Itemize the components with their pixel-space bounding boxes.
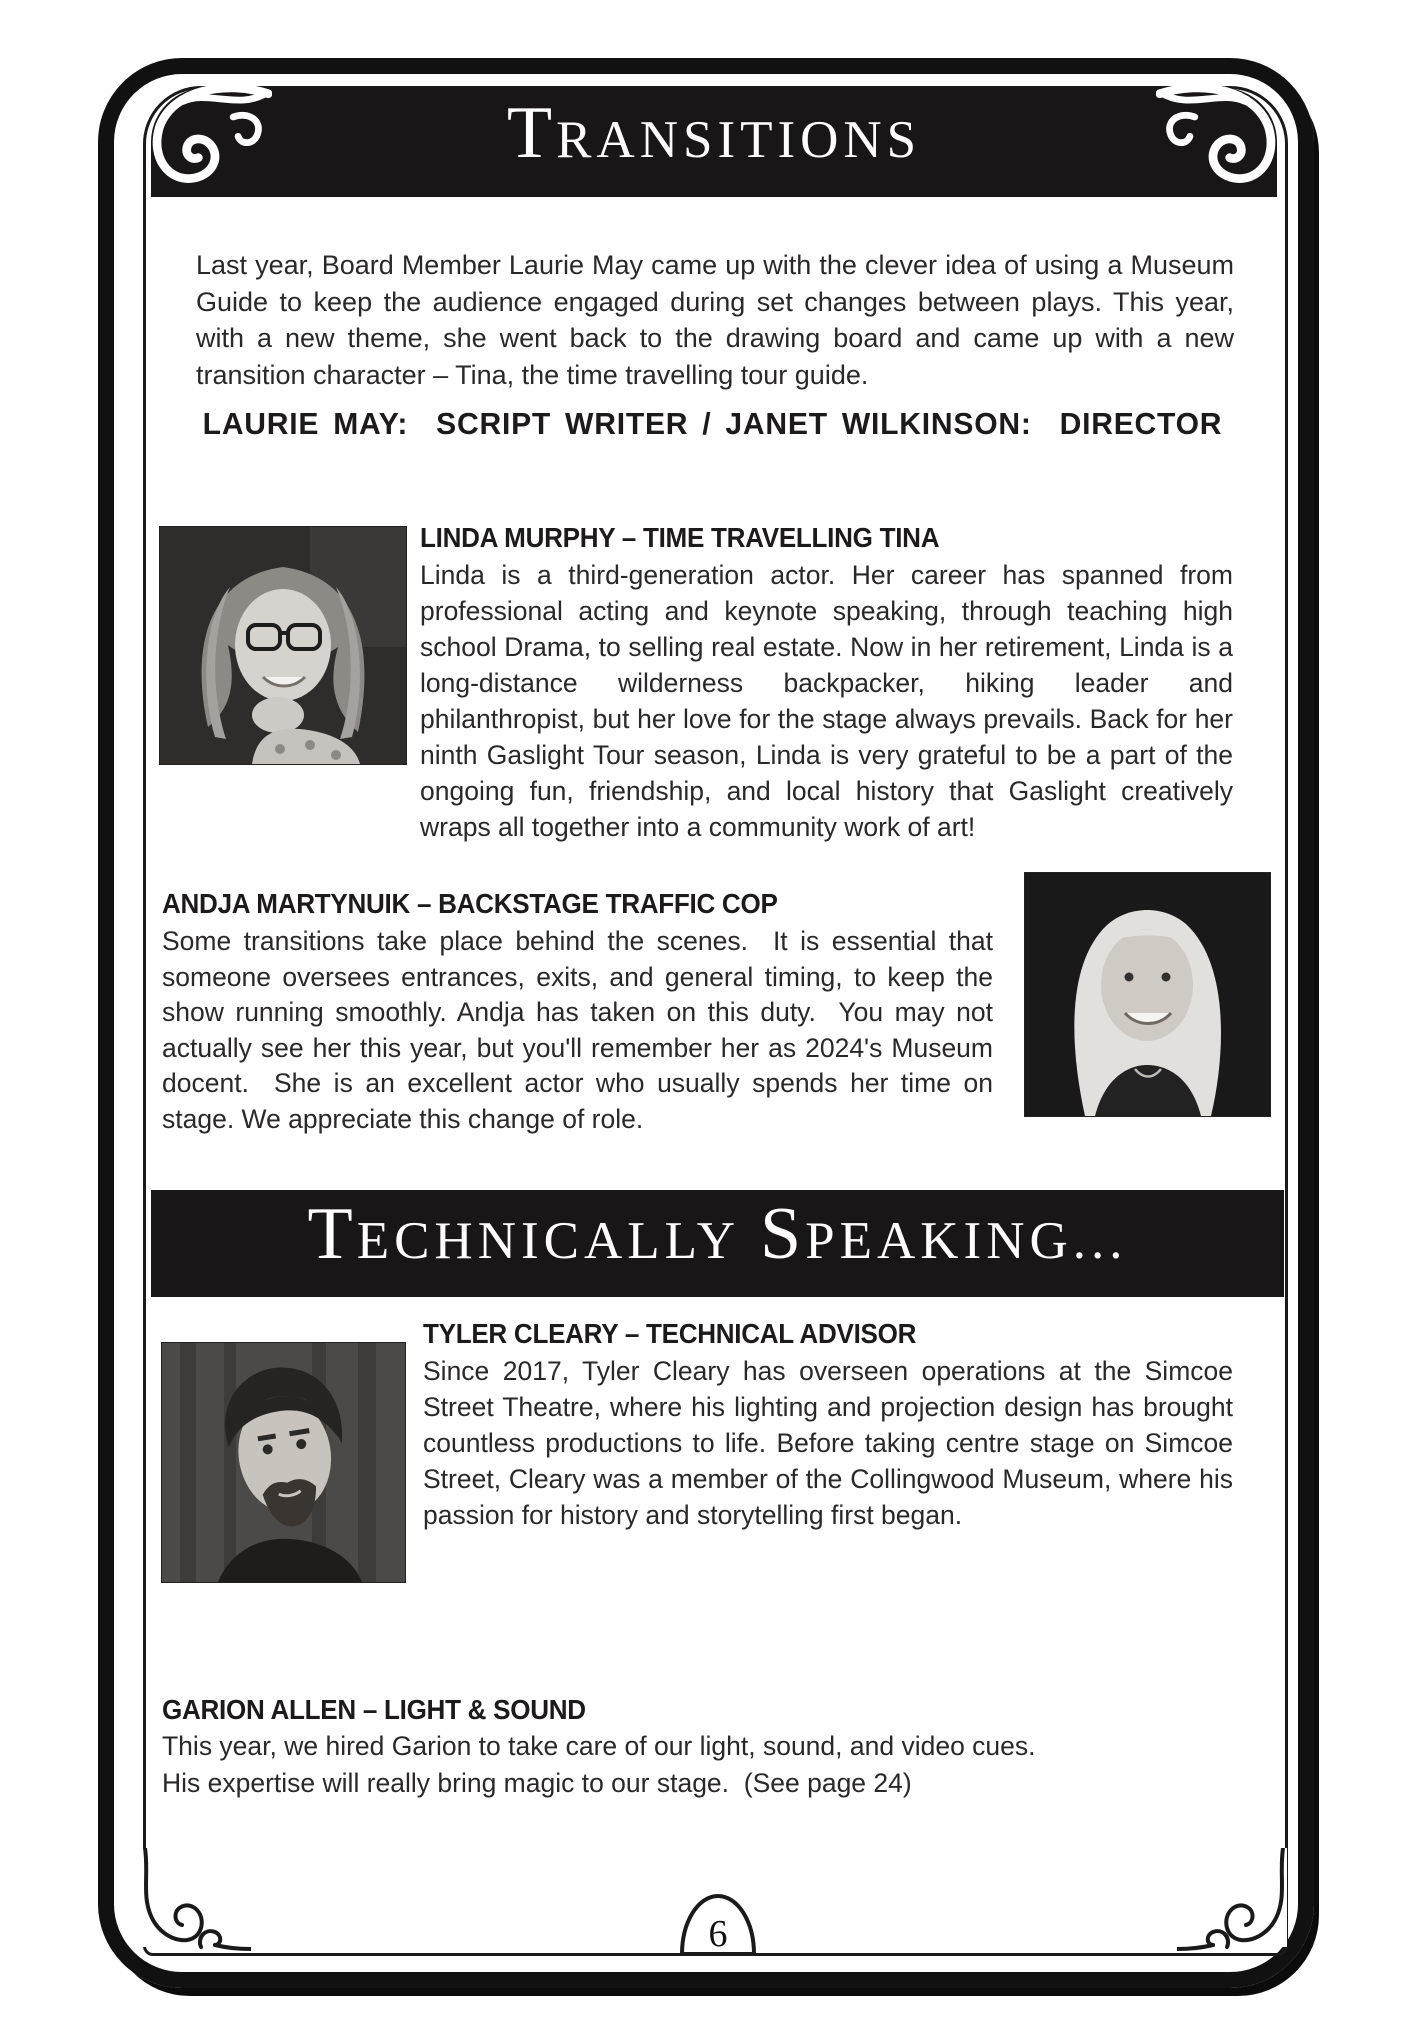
transitions-title bbox=[507, 80, 921, 206]
corner-flourish-top-right-icon bbox=[1156, 84, 1282, 210]
linda-murphy-photo bbox=[160, 527, 406, 764]
transitions-banner bbox=[151, 88, 1277, 197]
portrait-woman-glasses-icon bbox=[160, 527, 406, 764]
garion-bio-line1: This year, we hired Garion to take care of our light, sound, and video cues. bbox=[162, 1731, 1036, 1761]
tyler-heading: TYLER CLEARY – TECHNICAL ADVISOR bbox=[423, 1318, 917, 1349]
tyler-bio: Since 2017, Tyler Cleary has overseen operations at the Simcoe Street Theatre, where his lighting and projection design has brought countless productions to life. Before taking centre stage on Simcoe Street, Cleary was a member of the Collingwood Museum, where his passion for history and storytelling first began. bbox=[423, 1356, 1241, 1530]
corner-flourish-bottom-left-icon bbox=[141, 1848, 251, 1953]
speaking-initial: S bbox=[759, 1192, 806, 1275]
andja-heading: ANDJA MARTYNUIK – BACKSTAGE TRAFFIC COP bbox=[162, 888, 778, 919]
page-number-arch bbox=[676, 1888, 760, 1954]
credit-line: LAURIE MAY: SCRIPT WRITER / JANET WILKINSON: DIRECTOR bbox=[202, 406, 1223, 441]
intro-paragraph: Last year, Board Member Laurie May came up with the clever idea of using a Museum Guide to keep the audience engaged during set changes between plays. This year, with a new theme, she went back to the drawing board and came up with a new transition character – Tina, the time travelling tour guide. bbox=[196, 250, 1234, 390]
technically-speaking-title bbox=[308, 1181, 1128, 1307]
transitions-title-rest: RANSITIONS bbox=[556, 110, 922, 169]
garion-heading: GARION ALLEN – LIGHT & SOUND bbox=[162, 1694, 586, 1725]
technically-speaking-banner bbox=[151, 1190, 1284, 1297]
linda-bio: Linda is a third-generation actor. Her career has spanned from professional acting and keynote speaking, through teaching high school Drama, to selling real estate. Now in her retirement, Linda is a long-distance wilderness backpacker, hiking leader and philanthropist, but her love for the stage always prevails. Back for her ninth Gaslight Tour season, Linda is very grateful to be a part of the ongoing fun, friendship, and local history that Gaslight creatively wraps all together into a community work of art! bbox=[420, 560, 1241, 842]
andja-bio: Some transitions take place behind the scenes. It is essential that someone oversees entrances, exits, and general timing, to keep the show running smoothly. Andja has taken on this duty. You may not actually see her this year, but you'll remember her as 2024's Museum docent. She is an excellent actor who usually spends her time on stage. We appreciate this change of role. bbox=[162, 926, 1001, 1134]
corner-flourish-top-left-icon bbox=[146, 84, 272, 210]
andja-martynuik-photo bbox=[1025, 873, 1270, 1116]
tyler-cleary-photo bbox=[162, 1343, 405, 1582]
portrait-woman-white-hair-icon bbox=[1025, 873, 1270, 1116]
technically-initial: T bbox=[307, 1192, 357, 1275]
linda-heading: LINDA MURPHY – TIME TRAVELLING TINA bbox=[420, 522, 940, 553]
page-number: 6 bbox=[708, 1913, 728, 1954]
garion-bio-line2: His expertise will really bring magic to our stage. (See page 24) bbox=[162, 1768, 912, 1798]
portrait-man-goatee-icon bbox=[162, 1343, 405, 1582]
corner-flourish-bottom-right-icon bbox=[1177, 1848, 1287, 1953]
technically-rest: ECHNICALLY bbox=[356, 1211, 740, 1270]
transitions-title-initial: T bbox=[506, 91, 557, 174]
speaking-rest: PEAKING... bbox=[805, 1211, 1128, 1270]
